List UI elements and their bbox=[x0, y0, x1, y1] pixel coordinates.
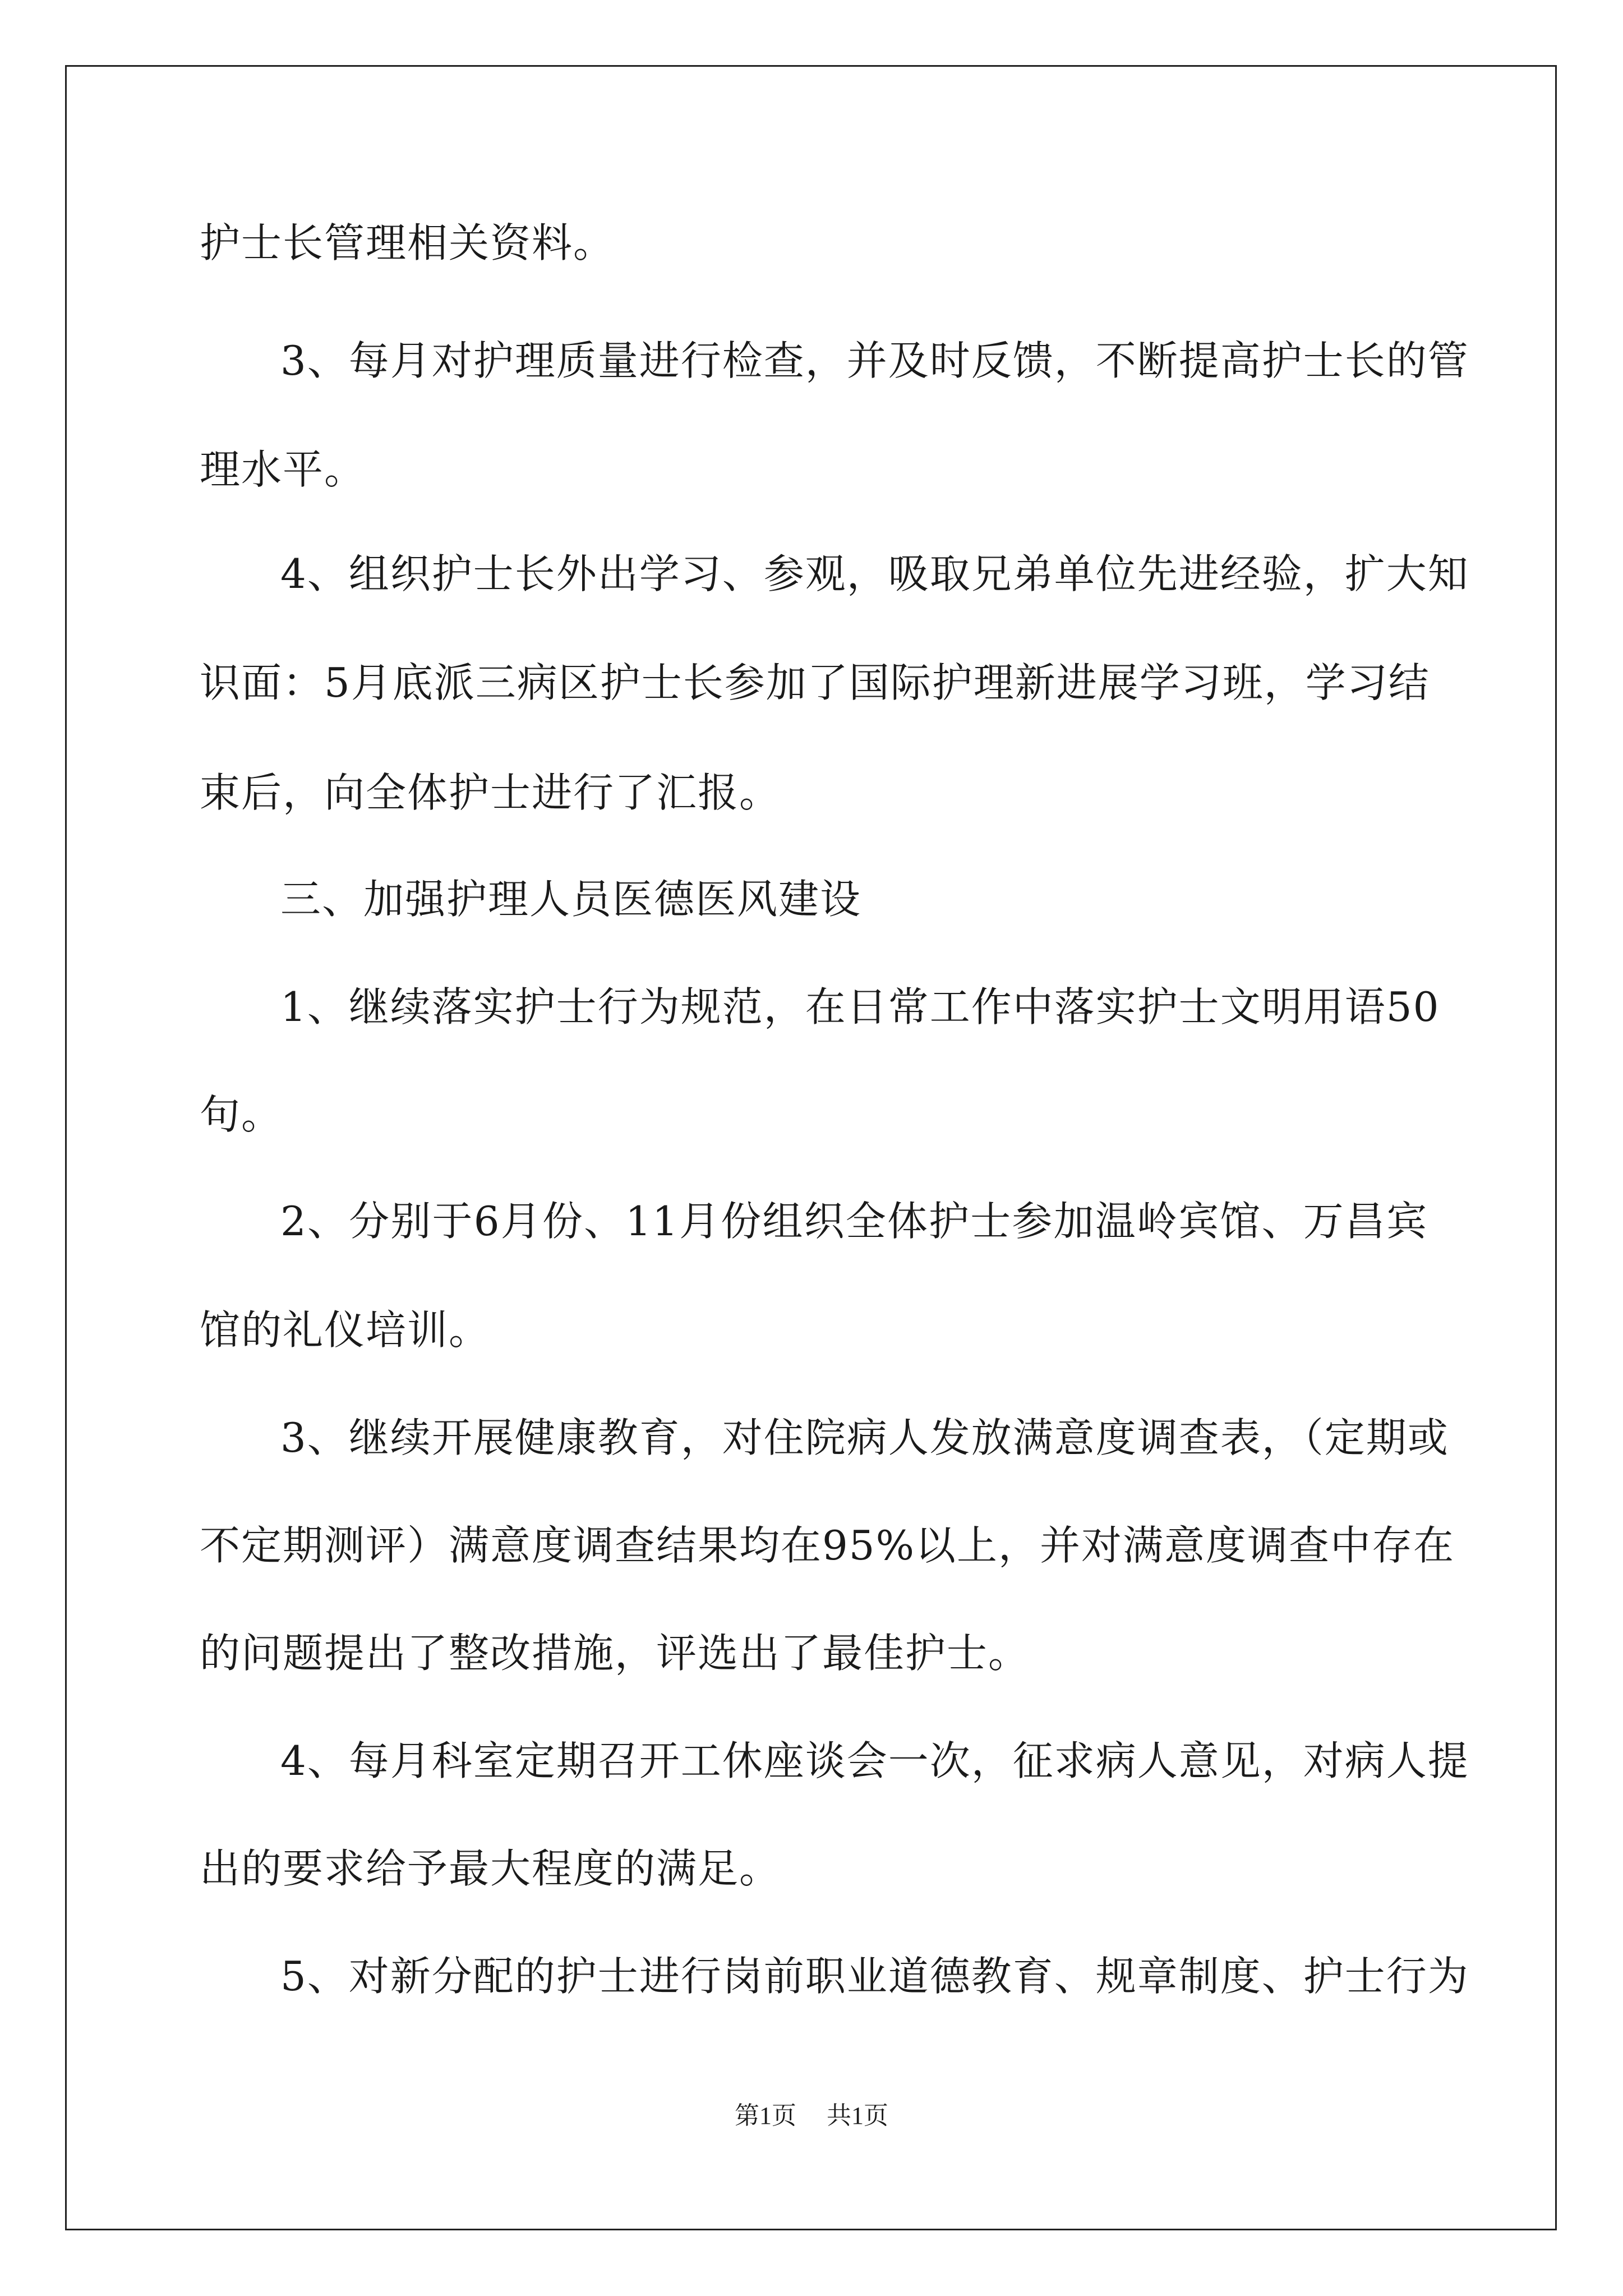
text-line: 1、继续落实护士行为规范，在日常工作中落实护士文明用语50 bbox=[280, 983, 1440, 1030]
text-line: 句。 bbox=[200, 1091, 283, 1138]
page-footer bbox=[0, 2099, 1623, 2133]
text-line: 馆的礼仪培训。 bbox=[200, 1306, 491, 1354]
text-line: 4、每月科室定期召开工休座谈会一次，征求病人意见，对病人提 bbox=[280, 1737, 1469, 1784]
text-line: 理水平。 bbox=[200, 446, 366, 493]
text-line: 的问题提出了整改措施，评选出了最佳护士。 bbox=[200, 1630, 1030, 1677]
text-line: 束后，向全体护士进行了汇报。 bbox=[200, 769, 781, 816]
text-line: 护士长管理相关资料。 bbox=[200, 219, 615, 266]
text-line: 2、分别于6月份、11月份组织全体护士参加温岭宾馆、万昌宾 bbox=[280, 1198, 1428, 1245]
text-line: 出的要求给予最大程度的满足。 bbox=[200, 1845, 781, 1892]
text-line: 不定期测评）满意度调查结果均在95%以上，并对满意度调查中存在 bbox=[200, 1522, 1455, 1569]
text-line: 3、每月对护理质量进行检查，并及时反馈，不断提高护士长的管 bbox=[280, 337, 1469, 384]
page-number: 第1页 bbox=[735, 2102, 796, 2129]
text-line: 5、对新分配的护士进行岗前职业道德教育、规章制度、护士行为 bbox=[280, 1953, 1469, 2000]
text-line: 3、继续开展健康教育，对住院病人发放满意度调查表，（定期或 bbox=[280, 1414, 1449, 1461]
text-line: 4、组织护士长外出学习、参观，吸取兄弟单位先进经验，扩大知 bbox=[280, 550, 1469, 597]
text-line: 识面：5月底派三病区护士长参加了国际护理新进展学习班，学习结 bbox=[200, 659, 1430, 706]
page-total: 共1页 bbox=[827, 2102, 888, 2129]
section-heading: 三、加强护理人员医德医风建设 bbox=[280, 876, 862, 923]
